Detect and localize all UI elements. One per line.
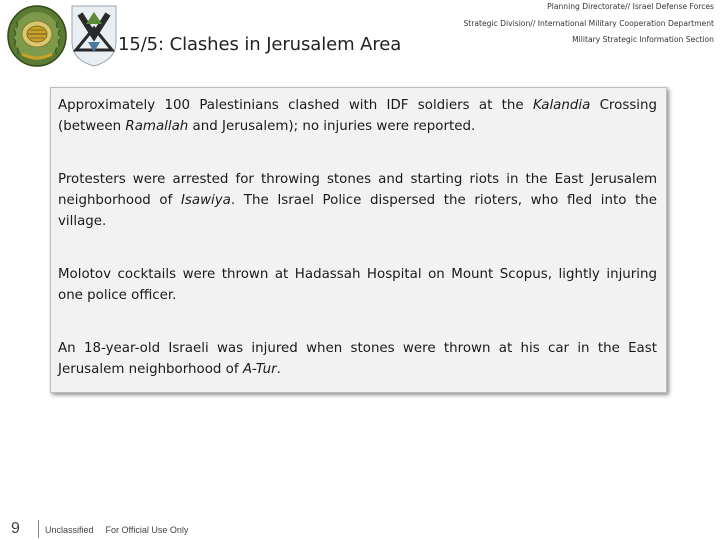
paragraph-text-run: . bbox=[276, 362, 281, 377]
paragraph-text-run: Crossing (between bbox=[58, 98, 657, 134]
report-paragraph bbox=[58, 95, 657, 137]
department-line-directorate: Planning Directorate// Israel Defense Forces bbox=[547, 2, 714, 11]
paragraph-text-run: Molotov cocktails were thrown at Hadassah Hospital on Mount Scopus, lightly injuring one police officer. bbox=[58, 267, 657, 303]
department-line-division: Strategic Division// International Military Cooperation Department bbox=[463, 18, 714, 28]
report-paragraph bbox=[58, 264, 657, 306]
footer-divider bbox=[38, 520, 39, 538]
page-number: 9 bbox=[11, 520, 20, 537]
paragraph-text-run: and Jerusalem); no injuries were reported. bbox=[188, 119, 476, 134]
paragraph-text-run: . The Israel Police dispersed the rioters, who fled into the village. bbox=[58, 193, 658, 229]
classification-label bbox=[45, 525, 188, 535]
strategic-division-emblem-logo bbox=[66, 2, 122, 68]
slide-title: 15/5: Clashes in Jerusalem Area bbox=[118, 34, 402, 55]
place-name-italic: Ramallah bbox=[125, 119, 189, 134]
department-line-section: Military Strategic Information Section bbox=[572, 35, 714, 45]
report-paragraph bbox=[58, 338, 657, 380]
paragraph-text-run: An 18-year-old Israeli was injured when stones were thrown at his car in the East Jerusalem neighborhood of bbox=[58, 341, 657, 377]
classification-text: Unclassified bbox=[45, 525, 94, 535]
place-name-italic: A-Tur bbox=[242, 362, 277, 377]
report-paragraph bbox=[58, 169, 657, 232]
distribution-text: For Official Use Only bbox=[105, 525, 189, 535]
idf-emblem-logo bbox=[6, 4, 68, 68]
paragraph-text-run: Protesters were arrested for throwing stones and starting riots in the East Jerusalem neighborhood of bbox=[58, 172, 657, 208]
department-header bbox=[463, 3, 714, 44]
place-name-italic: Isawiya bbox=[180, 193, 231, 208]
paragraph-text-run: Approximately 100 Palestinians clashed with IDF soldiers at the bbox=[58, 98, 533, 113]
place-name-italic: Kalandia bbox=[532, 98, 591, 113]
incident-report-box bbox=[50, 87, 667, 393]
